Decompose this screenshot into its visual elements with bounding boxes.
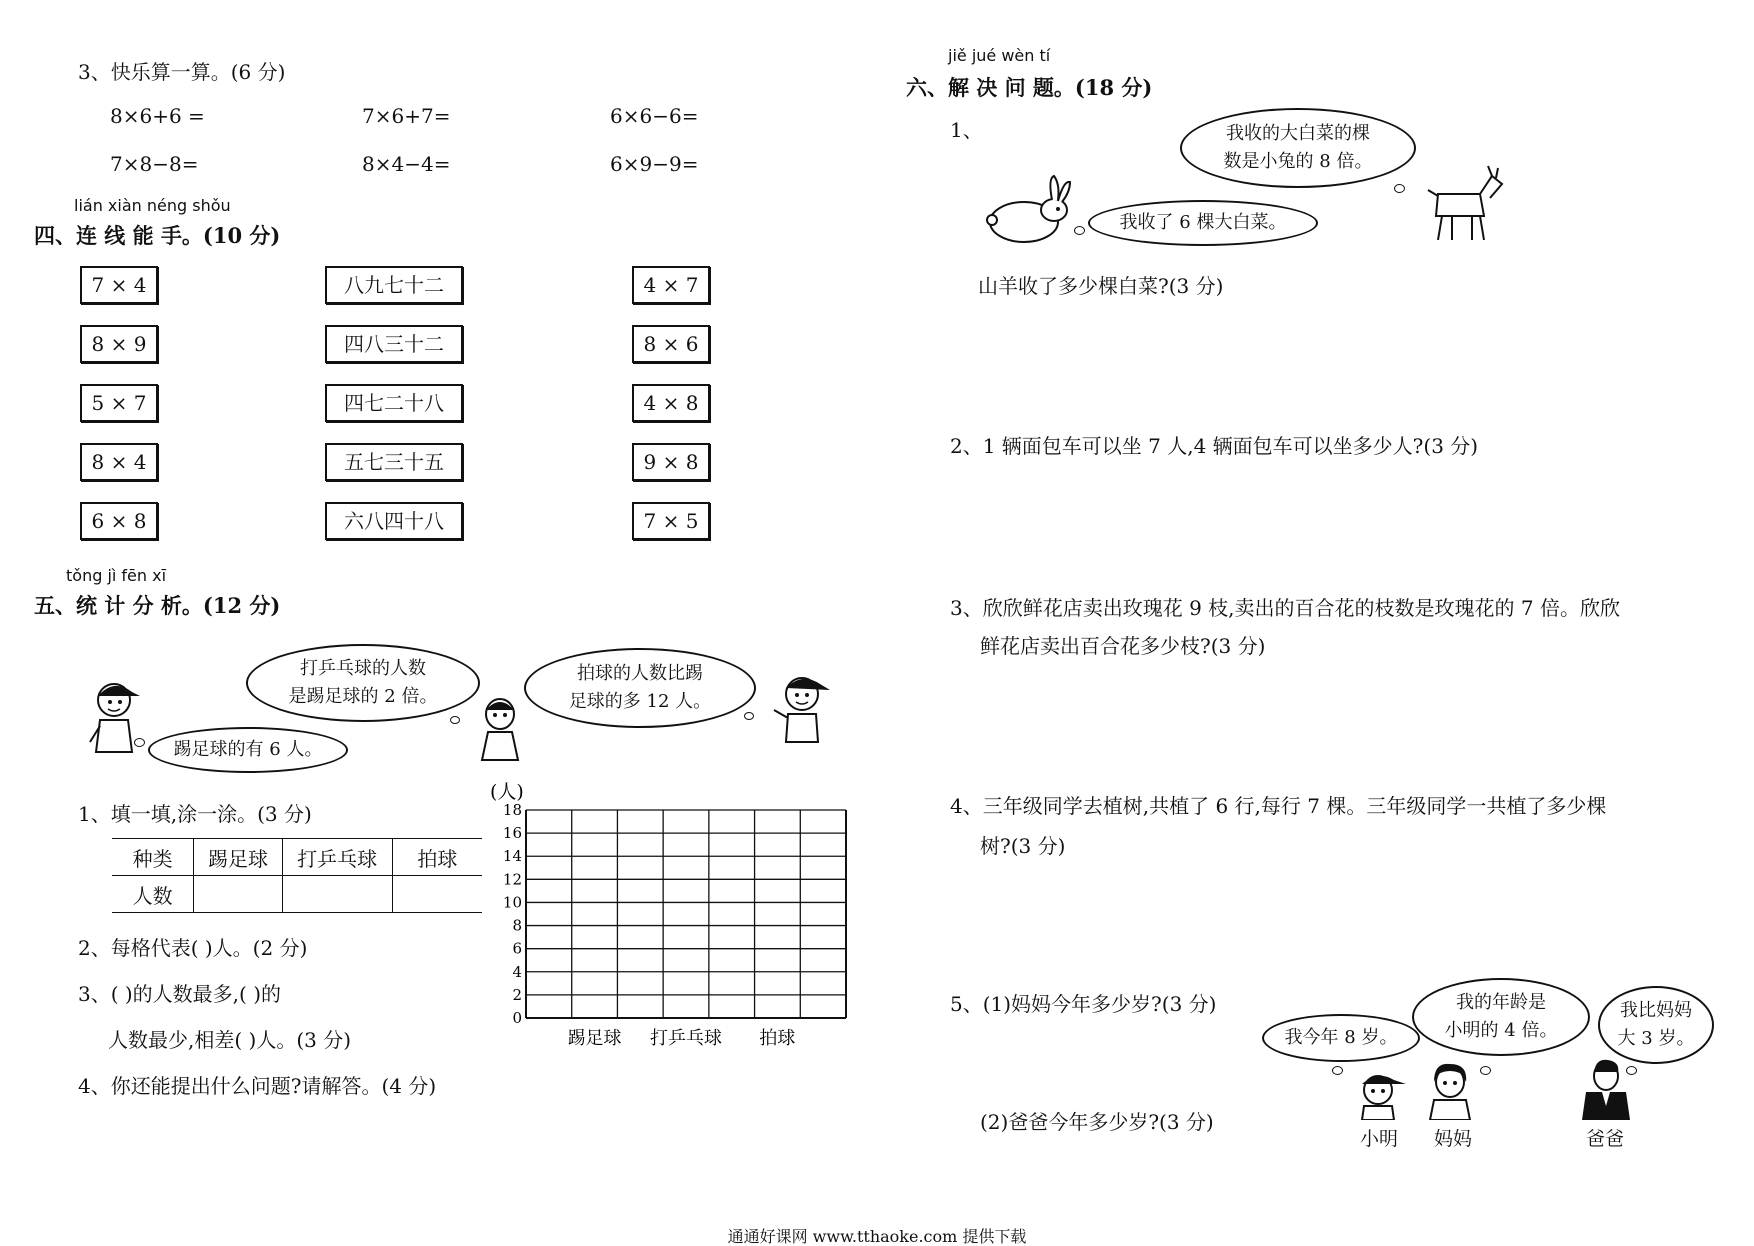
calc-problem: 6×6−6= [610,104,699,128]
y-tick-label: 18 [502,801,522,819]
calc-problem: 7×6+7= [362,104,451,128]
father-illustration [1576,1056,1636,1120]
x-category-label: 打乒乓球 [650,1028,722,1049]
calc-problem: 6×9−9= [610,152,699,176]
y-tick-label: 8 [512,916,522,935]
thought-dot [450,716,460,724]
thought-dot [1480,1066,1491,1075]
match-middle-box[interactable]: 五七三十五 [325,443,463,481]
thought-dot [1394,184,1405,193]
problem5-q2: (2)爸爸今年多少岁?(3 分) [980,1110,1214,1134]
table-header: 踢足球 [194,839,282,876]
match-right-box[interactable]: 4 × 8 [632,384,710,422]
section5-pinyin: tǒng jì fēn xī [66,566,167,585]
speech-bubble [1180,108,1416,188]
section5-heading: 五、统 计 分 析。(12 分) [34,593,281,618]
boy-waving-illustration [768,670,836,746]
y-tick-label: 4 [512,962,522,981]
section5-q4: 4、你还能提出什么问题?请解答。(4 分) [78,1074,437,1098]
section4-pinyin: lián xiàn néng shǒu [74,196,231,215]
match-right-box[interactable]: 9 × 8 [632,443,710,481]
problem1-question: 山羊收了多少棵白菜?(3 分) [978,274,1224,298]
bubble-text: 拍球的人数比踢 [577,663,703,684]
calc-problem: 7×8−8= [110,152,199,176]
match-left-box[interactable]: 8 × 4 [80,443,158,481]
xiaoming-illustration [1348,1068,1410,1120]
mother-illustration [1422,1060,1478,1120]
match-middle-box[interactable]: 六八四十八 [325,502,463,540]
section6-pinyin: jiě jué wèn tí [948,46,1051,65]
table-blank-cell[interactable] [392,876,482,913]
problem3-line1: 3、欣欣鲜花店卖出玫瑰花 9 枝,卖出的百合花的枝数是玫瑰花的 7 倍。欣欣 [950,596,1620,620]
section6-heading: 六、解 决 问 题。(18 分) [906,75,1153,100]
section4-heading: 四、连 线 能 手。(10 分) [34,223,281,248]
calc-problem: 8×4−4= [362,152,451,176]
bubble-text: 打乒乓球的人数 [300,658,426,679]
table-blank-cell[interactable] [282,876,392,913]
speech-bubble [524,648,756,728]
y-tick-label: 0 [512,1009,522,1027]
y-tick-label: 6 [512,939,522,958]
y-tick-label: 12 [502,870,522,889]
thought-dot [744,712,754,720]
bubble-text: 是踢足球的 2 倍。 [288,686,438,707]
y-axis-label: (人) [490,781,524,803]
name-label: 爸爸 [1586,1128,1625,1150]
problem4-line2: 树?(3 分) [980,834,1066,858]
match-middle-box[interactable]: 四八三十二 [325,325,463,363]
speech-bubble [1412,978,1590,1056]
y-tick-label: 16 [502,824,522,843]
speech-bubble [1598,986,1714,1064]
section5-q2: 2、每格代表( )人。(2 分) [78,936,308,960]
speech-bubble [1088,200,1318,246]
name-label: 小明 [1360,1128,1399,1150]
section3-heading: 3、快乐算一算。(6 分) [78,60,286,84]
y-tick-label: 2 [512,985,522,1004]
x-category-label: 拍球 [759,1028,796,1049]
bubble-text: 足球的多 12 人。 [568,691,712,712]
problem1-number: 1、 [950,118,983,142]
bubble-text: 数是小兔的 8 倍。 [1223,151,1373,172]
problem2: 2、1 辆面包车可以坐 7 人,4 辆面包车可以坐多少人?(3 分) [950,434,1479,458]
table-header: 拍球 [392,839,482,876]
bubble-text: 我收的大白菜的棵 [1226,123,1370,144]
speech-bubble [1262,1014,1420,1062]
tally-table [112,838,482,913]
table-header: 打乒乓球 [282,839,392,876]
match-middle-box[interactable]: 八九七十二 [325,266,463,304]
name-label: 妈妈 [1434,1128,1473,1150]
table-blank-cell[interactable] [194,876,282,913]
match-right-box[interactable]: 7 × 5 [632,502,710,540]
bubble-text: 我比妈妈 [1620,1000,1692,1021]
goat-illustration [1418,164,1506,244]
bubble-text: 我的年龄是 [1456,992,1546,1013]
section5-q3-line1: 3、( )的人数最多,( )的 [78,982,282,1006]
section5-q1: 1、填一填,涂一涂。(3 分) [78,802,312,826]
table-row-label: 人数 [112,876,194,913]
problem3-line2: 鲜花店卖出百合花多少枝?(3 分) [980,634,1266,658]
problem4-line1: 4、三年级同学去植树,共植了 6 行,每行 7 棵。三年级同学一共植了多少棵 [950,794,1607,818]
y-tick-label: 14 [502,847,522,866]
bubble-text: 踢足球的有 6 人。 [173,739,323,760]
footer-credit: 通通好课网 www.tthaoke.com 提供下载 [727,1227,1027,1246]
match-left-box[interactable]: 7 × 4 [80,266,158,304]
speech-bubble [246,644,480,722]
y-tick-label: 10 [502,893,522,912]
girl-illustration [476,694,526,764]
match-left-box[interactable]: 6 × 8 [80,502,158,540]
match-right-box[interactable]: 8 × 6 [632,325,710,363]
bubble-text: 大 3 岁。 [1617,1028,1695,1049]
thought-dot [134,738,145,747]
rabbit-illustration [982,174,1078,246]
match-left-box[interactable]: 5 × 7 [80,384,158,422]
speech-bubble [148,727,348,773]
thought-dot [1332,1066,1343,1075]
bubble-text: 我收了 6 棵大白菜。 [1119,212,1287,233]
table-header: 种类 [112,839,194,876]
bubble-text: 我今年 8 岁。 [1284,1027,1398,1048]
calc-problem: 8×6+6 = [110,104,205,128]
match-right-box[interactable]: 4 × 7 [632,266,710,304]
bar-chart[interactable] [484,778,864,1060]
match-left-box[interactable]: 8 × 9 [80,325,158,363]
x-category-label: 踢足球 [567,1028,622,1049]
bubble-text: 小明的 4 倍。 [1444,1020,1558,1041]
match-middle-box[interactable]: 四七二十八 [325,384,463,422]
section5-q3-line2: 人数最少,相差( )人。(3 分) [108,1028,352,1052]
problem5-q1: 5、(1)妈妈今年多少岁?(3 分) [950,992,1217,1016]
